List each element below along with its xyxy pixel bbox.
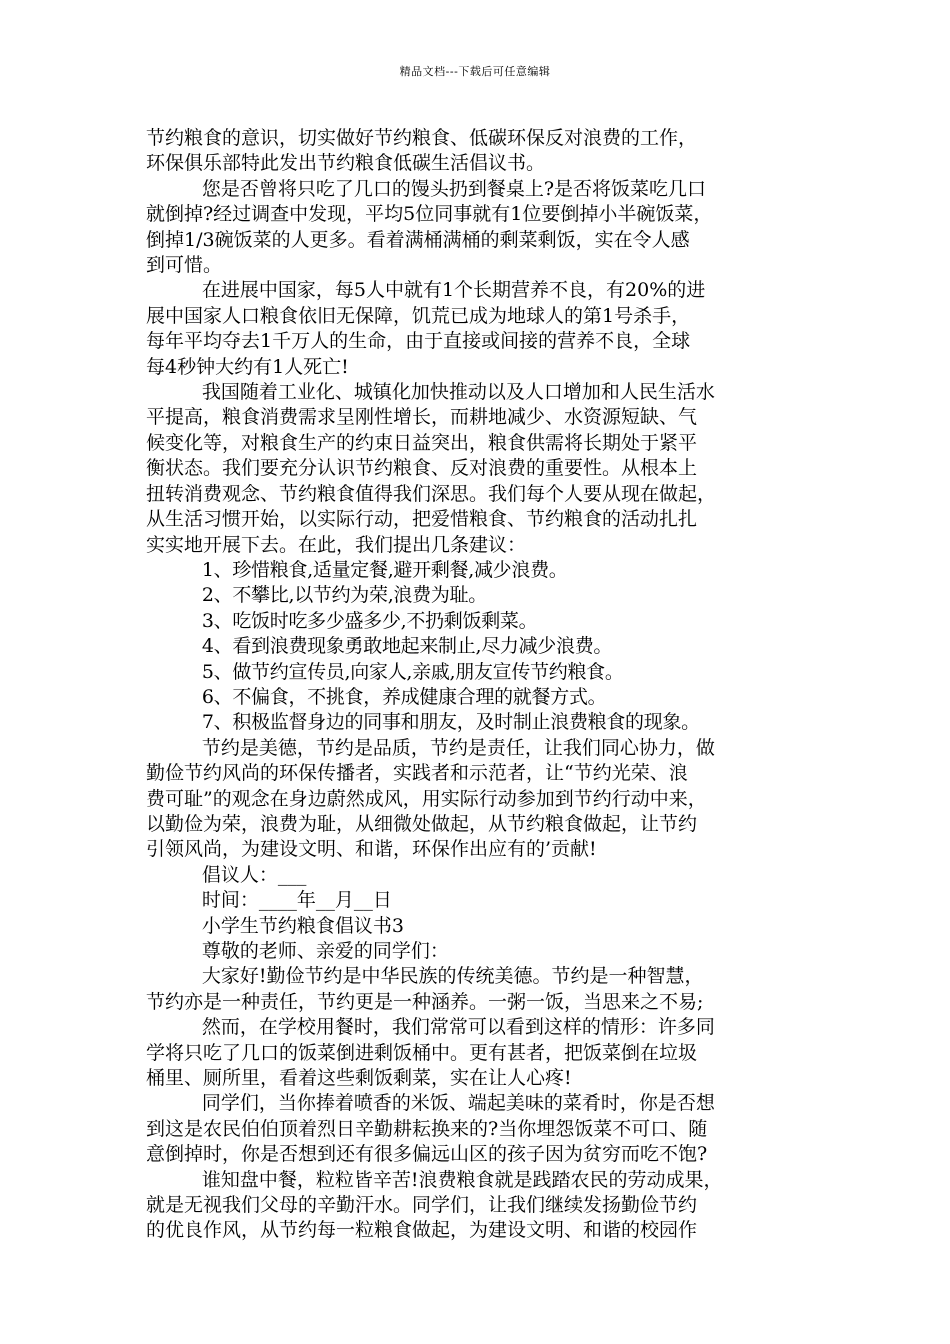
paragraph [146,177,826,279]
section-title: 小学生节约粮食倡议书3 [201,914,404,937]
text-line: 倒掉1/3碗饭菜的人更多。看着满桶满桶的剩菜剩饭，实在令人感 [146,228,690,251]
text-line: 学将只吃了几口的饭菜倒进剩饭桶中。更有甚者，把饭菜倒在垃圾 [146,1041,698,1064]
text-line: 每4秒钟大约有1人死亡! [146,355,349,378]
paragraph [146,380,826,558]
page-header: 精品文档---下载后可任意编辑 [399,65,551,78]
paragraph [146,736,826,863]
date-line: 时间：____年__月__日 [201,889,392,912]
text-line: 到这是农民伯伯顶着烈日辛勤耕耘换来的?当你埋怨饭菜不可口、随 [146,1117,708,1140]
text-line: 同学们，当你捧着喷香的米饭、端起美味的菜肴时，你是否想 [201,1092,715,1115]
paragraph [146,126,826,177]
list-item: 4、看到浪费现象勇敢地起来制止,尽力减少浪费。 [201,635,613,658]
text-line: 每年平均夺去1千万人的生命，由于直接或间接的营养不良，全球 [146,330,691,353]
list-item: 2、不攀比,以节约为荣,浪费为耻。 [201,584,487,607]
text-line: 谁知盘中餐，粒粒皆辛苦!浪费粮食就是践踏农民的劳动成果， [201,1168,723,1191]
text-line: 我国随着工业化、城镇化加快推动以及人口增加和人民生活水 [201,381,715,404]
text-line: 节约粮食的意识，切实做好节约粮食、低碳环保反对浪费的工作， [146,127,698,149]
list-item: 7、积极监督身边的同事和朋友，及时制止浪费粮食的现象。 [201,711,700,734]
text-line: 在进展中国家，每5人中就有1个长期营养不良，有20%的进 [201,279,706,302]
text-line: 节约是美德，节约是品质，节约是责任，让我们同心协力，做 [201,736,715,759]
text-line: 大家好!勤俭节约是中华民族的传统美德。节约是一种智慧， [201,965,704,988]
text-line: 您是否曾将只吃了几口的馒头扔到餐桌上?是否将饭菜吃几口 [201,177,707,200]
text-line: 以勤俭为荣，浪费为耻，从细微处做起，从节约粮食做起，让节约 [146,812,698,835]
text-line: 然而，在学校用餐时，我们常常可以看到这样的情形：许多同 [201,1016,715,1039]
paragraph [146,964,826,1015]
text-line: 就倒掉?经过调查中发现，平均5位同事就有1位要倒掉小半碗饭菜， [146,203,713,226]
text-line: 就是无视我们父母的辛勤汗水。同学们，让我们继续发扬勤俭节约 [146,1194,698,1217]
text-line: 引领风尚，为建设文明、和谐，环保作出应有的’贡献! [146,838,597,861]
text-line: 费可耻”的观念在身边蔚然成风，用实际行动参加到节约行动中来， [146,787,707,810]
text-line: 从生活习惯开始，以实际行动，把爱惜粮食、节约粮食的活动扎扎 [146,508,698,531]
text-line: 意倒掉时，你是否想到还有很多偏远山区的孩子因为贫穷而吃不饱? [146,1143,708,1166]
text-line: 节约亦是一种责任，节约更是一种涵养。一粥一饭，当思来之不易; [146,990,704,1013]
text-line: 展中国家人口粮食依旧无保障，饥荒已成为地球人的第1号杀手， [146,304,691,327]
text-line: 平提高，粮食消费需求呈刚性增长，而耕地减少、水资源短缺、气 [146,406,698,429]
text-line: 扭转消费观念、节约粮食值得我们深思。我们每个人要从现在做起， [146,482,717,505]
list-item: 5、做节约宣传员,向家人,亲戚,朋友宣传节约粮食。 [201,660,624,683]
text-line: 的优良作风，从节约每一粒粮食做起，为建设文明、和谐的校园作 [146,1219,698,1242]
document-body [146,126,826,1244]
text-line: 候变化等，对粮食生产的约束日益突出，粮食供需将长期处于紧平 [146,431,698,454]
salutation: 尊敬的老师、亲爱的同学们： [201,940,449,962]
proposer-line: 倡议人：___ [201,863,307,886]
paragraph [146,1168,826,1244]
text-line: 环保俱乐部特此发出节约粮食低碳生活倡议书。 [146,152,546,175]
text-line: 勤俭节约风尚的环保传播者，实践者和示范者，让“节约光荣、浪 [146,762,688,785]
text-line: 桶里、厕所里，看着这些剩饭剩菜，实在让人心疼! [146,1067,572,1090]
text-line: 实实地开展下去。在此，我们提出几条建议： [146,533,527,556]
paragraph [146,1091,826,1167]
paragraph [146,1015,826,1091]
list-item: 6、不偏食，不挑食，养成健康合理的就餐方式。 [201,685,607,708]
list-item: 3、吃饭时吃多少盛多少,不扔剩饭剩菜。 [201,609,538,632]
text-line: 到可惜。 [146,254,223,277]
text-line: 衡状态。我们要充分认识节约粮食、反对浪费的重要性。从根本上 [146,457,698,480]
list-item: 1、珍惜粮食,适量定餐,避开剩餐,减少浪费。 [201,558,568,581]
paragraph [146,278,826,380]
